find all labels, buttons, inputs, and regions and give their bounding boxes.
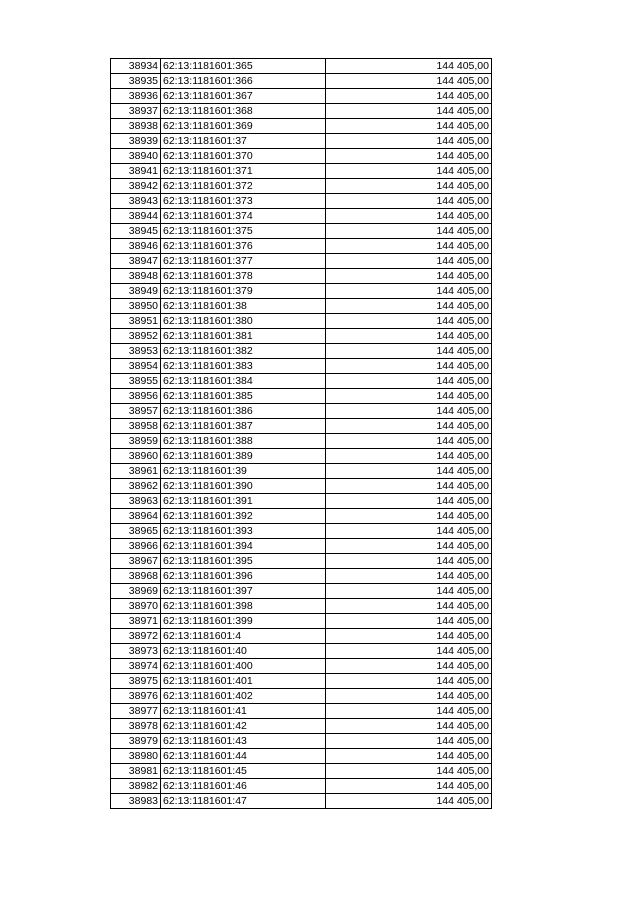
table-row xyxy=(111,119,492,134)
row-number-cell: 38946 xyxy=(111,239,161,254)
row-number-cell: 38934 xyxy=(111,59,161,74)
amount-cell: 144 405,00 xyxy=(326,674,492,689)
cadastral-number-cell: 62:13:1181601:375 xyxy=(161,224,326,239)
cadastral-number-cell: 62:13:1181601:367 xyxy=(161,89,326,104)
cadastral-number-cell: 62:13:1181601:47 xyxy=(161,794,326,809)
table-row xyxy=(111,224,492,239)
table-row xyxy=(111,554,492,569)
row-number-cell: 38936 xyxy=(111,89,161,104)
row-number-cell: 38966 xyxy=(111,539,161,554)
row-number-cell: 38939 xyxy=(111,134,161,149)
cadastral-number-cell: 62:13:1181601:377 xyxy=(161,254,326,269)
amount-cell: 144 405,00 xyxy=(326,629,492,644)
cadastral-number-cell: 62:13:1181601:41 xyxy=(161,704,326,719)
amount-cell: 144 405,00 xyxy=(326,119,492,134)
cadastral-number-cell: 62:13:1181601:44 xyxy=(161,749,326,764)
amount-cell: 144 405,00 xyxy=(326,254,492,269)
row-number-cell: 38971 xyxy=(111,614,161,629)
table-row xyxy=(111,479,492,494)
amount-cell: 144 405,00 xyxy=(326,479,492,494)
table-row xyxy=(111,59,492,74)
amount-cell: 144 405,00 xyxy=(326,329,492,344)
cadastral-number-cell: 62:13:1181601:38 xyxy=(161,299,326,314)
table-row xyxy=(111,269,492,284)
amount-cell: 144 405,00 xyxy=(326,449,492,464)
amount-cell: 144 405,00 xyxy=(326,209,492,224)
row-number-cell: 38970 xyxy=(111,599,161,614)
row-number-cell: 38969 xyxy=(111,584,161,599)
cadastral-number-cell: 62:13:1181601:45 xyxy=(161,764,326,779)
amount-cell: 144 405,00 xyxy=(326,434,492,449)
row-number-cell: 38960 xyxy=(111,449,161,464)
row-number-cell: 38964 xyxy=(111,509,161,524)
amount-cell: 144 405,00 xyxy=(326,779,492,794)
cadastral-number-cell: 62:13:1181601:384 xyxy=(161,374,326,389)
amount-cell: 144 405,00 xyxy=(326,314,492,329)
amount-cell: 144 405,00 xyxy=(326,224,492,239)
cadastral-number-cell: 62:13:1181601:381 xyxy=(161,329,326,344)
table-row xyxy=(111,629,492,644)
amount-cell: 144 405,00 xyxy=(326,539,492,554)
table-row xyxy=(111,329,492,344)
table-row xyxy=(111,209,492,224)
amount-cell: 144 405,00 xyxy=(326,299,492,314)
row-number-cell: 38956 xyxy=(111,389,161,404)
amount-cell: 144 405,00 xyxy=(326,149,492,164)
table-row xyxy=(111,719,492,734)
row-number-cell: 38947 xyxy=(111,254,161,269)
table-row xyxy=(111,464,492,479)
cadastral-number-cell: 62:13:1181601:383 xyxy=(161,359,326,374)
cadastral-number-cell: 62:13:1181601:394 xyxy=(161,539,326,554)
amount-cell: 144 405,00 xyxy=(326,269,492,284)
table-row xyxy=(111,314,492,329)
row-number-cell: 38954 xyxy=(111,359,161,374)
table-row xyxy=(111,389,492,404)
cadastral-number-cell: 62:13:1181601:380 xyxy=(161,314,326,329)
cadastral-number-cell: 62:13:1181601:395 xyxy=(161,554,326,569)
cadastral-number-cell: 62:13:1181601:371 xyxy=(161,164,326,179)
amount-cell: 144 405,00 xyxy=(326,734,492,749)
amount-cell: 144 405,00 xyxy=(326,104,492,119)
row-number-cell: 38944 xyxy=(111,209,161,224)
cadastral-number-cell: 62:13:1181601:398 xyxy=(161,599,326,614)
table-row xyxy=(111,659,492,674)
table-row xyxy=(111,689,492,704)
row-number-cell: 38968 xyxy=(111,569,161,584)
table-row xyxy=(111,509,492,524)
cadastral-number-cell: 62:13:1181601:397 xyxy=(161,584,326,599)
amount-cell: 144 405,00 xyxy=(326,599,492,614)
cadastral-number-cell: 62:13:1181601:393 xyxy=(161,524,326,539)
cadastral-number-cell: 62:13:1181601:368 xyxy=(161,104,326,119)
table-row xyxy=(111,779,492,794)
amount-cell: 144 405,00 xyxy=(326,689,492,704)
amount-cell: 144 405,00 xyxy=(326,704,492,719)
table-row xyxy=(111,374,492,389)
cadastral-number-cell: 62:13:1181601:390 xyxy=(161,479,326,494)
amount-cell: 144 405,00 xyxy=(326,284,492,299)
cadastral-number-cell: 62:13:1181601:379 xyxy=(161,284,326,299)
table-body xyxy=(111,59,492,809)
amount-cell: 144 405,00 xyxy=(326,764,492,779)
table-row xyxy=(111,299,492,314)
row-number-cell: 38953 xyxy=(111,344,161,359)
cadastral-number-cell: 62:13:1181601:387 xyxy=(161,419,326,434)
amount-cell: 144 405,00 xyxy=(326,569,492,584)
table-row xyxy=(111,434,492,449)
cadastral-number-cell: 62:13:1181601:372 xyxy=(161,179,326,194)
row-number-cell: 38937 xyxy=(111,104,161,119)
cadastral-number-cell: 62:13:1181601:396 xyxy=(161,569,326,584)
row-number-cell: 38943 xyxy=(111,194,161,209)
table-row xyxy=(111,584,492,599)
table-row xyxy=(111,764,492,779)
row-number-cell: 38963 xyxy=(111,494,161,509)
table-row xyxy=(111,599,492,614)
amount-cell: 144 405,00 xyxy=(326,794,492,809)
table-row xyxy=(111,359,492,374)
table-row xyxy=(111,524,492,539)
row-number-cell: 38962 xyxy=(111,479,161,494)
cadastral-number-cell: 62:13:1181601:369 xyxy=(161,119,326,134)
row-number-cell: 38965 xyxy=(111,524,161,539)
table-row xyxy=(111,164,492,179)
row-number-cell: 38974 xyxy=(111,659,161,674)
amount-cell: 144 405,00 xyxy=(326,554,492,569)
row-number-cell: 38983 xyxy=(111,794,161,809)
cadastral-number-cell: 62:13:1181601:365 xyxy=(161,59,326,74)
cadastral-number-cell: 62:13:1181601:366 xyxy=(161,74,326,89)
amount-cell: 144 405,00 xyxy=(326,179,492,194)
cadastral-number-cell: 62:13:1181601:400 xyxy=(161,659,326,674)
cadastral-number-cell: 62:13:1181601:382 xyxy=(161,344,326,359)
table-row xyxy=(111,254,492,269)
amount-cell: 144 405,00 xyxy=(326,659,492,674)
row-number-cell: 38948 xyxy=(111,269,161,284)
cadastral-number-cell: 62:13:1181601:373 xyxy=(161,194,326,209)
cadastral-table xyxy=(110,58,492,809)
cadastral-number-cell: 62:13:1181601:385 xyxy=(161,389,326,404)
table-row xyxy=(111,644,492,659)
amount-cell: 144 405,00 xyxy=(326,74,492,89)
amount-cell: 144 405,00 xyxy=(326,644,492,659)
table-row xyxy=(111,134,492,149)
row-number-cell: 38942 xyxy=(111,179,161,194)
amount-cell: 144 405,00 xyxy=(326,389,492,404)
table-row xyxy=(111,749,492,764)
row-number-cell: 38938 xyxy=(111,119,161,134)
table-row xyxy=(111,104,492,119)
row-number-cell: 38945 xyxy=(111,224,161,239)
amount-cell: 144 405,00 xyxy=(326,524,492,539)
amount-cell: 144 405,00 xyxy=(326,359,492,374)
cadastral-number-cell: 62:13:1181601:42 xyxy=(161,719,326,734)
row-number-cell: 38967 xyxy=(111,554,161,569)
table-row xyxy=(111,74,492,89)
row-number-cell: 38949 xyxy=(111,284,161,299)
cadastral-number-cell: 62:13:1181601:39 xyxy=(161,464,326,479)
cadastral-number-cell: 62:13:1181601:37 xyxy=(161,134,326,149)
row-number-cell: 38952 xyxy=(111,329,161,344)
table-row xyxy=(111,449,492,464)
cadastral-number-cell: 62:13:1181601:386 xyxy=(161,404,326,419)
amount-cell: 144 405,00 xyxy=(326,89,492,104)
amount-cell: 144 405,00 xyxy=(326,464,492,479)
row-number-cell: 38940 xyxy=(111,149,161,164)
row-number-cell: 38975 xyxy=(111,674,161,689)
table-row xyxy=(111,614,492,629)
table-row xyxy=(111,179,492,194)
amount-cell: 144 405,00 xyxy=(326,584,492,599)
row-number-cell: 38977 xyxy=(111,704,161,719)
row-number-cell: 38972 xyxy=(111,629,161,644)
cadastral-number-cell: 62:13:1181601:46 xyxy=(161,779,326,794)
amount-cell: 144 405,00 xyxy=(326,494,492,509)
table-row xyxy=(111,734,492,749)
cadastral-number-cell: 62:13:1181601:399 xyxy=(161,614,326,629)
row-number-cell: 38979 xyxy=(111,734,161,749)
row-number-cell: 38961 xyxy=(111,464,161,479)
row-number-cell: 38958 xyxy=(111,419,161,434)
table-row xyxy=(111,539,492,554)
table-row xyxy=(111,149,492,164)
table-row xyxy=(111,494,492,509)
table-row xyxy=(111,89,492,104)
cadastral-number-cell: 62:13:1181601:4 xyxy=(161,629,326,644)
amount-cell: 144 405,00 xyxy=(326,419,492,434)
table-row xyxy=(111,404,492,419)
cadastral-number-cell: 62:13:1181601:402 xyxy=(161,689,326,704)
amount-cell: 144 405,00 xyxy=(326,374,492,389)
row-number-cell: 38950 xyxy=(111,299,161,314)
amount-cell: 144 405,00 xyxy=(326,719,492,734)
row-number-cell: 38941 xyxy=(111,164,161,179)
cadastral-number-cell: 62:13:1181601:376 xyxy=(161,239,326,254)
row-number-cell: 38959 xyxy=(111,434,161,449)
table-row xyxy=(111,239,492,254)
row-number-cell: 38955 xyxy=(111,374,161,389)
table-row xyxy=(111,674,492,689)
row-number-cell: 38982 xyxy=(111,779,161,794)
cadastral-number-cell: 62:13:1181601:370 xyxy=(161,149,326,164)
amount-cell: 144 405,00 xyxy=(326,239,492,254)
cadastral-number-cell: 62:13:1181601:374 xyxy=(161,209,326,224)
row-number-cell: 38935 xyxy=(111,74,161,89)
row-number-cell: 38981 xyxy=(111,764,161,779)
table-row xyxy=(111,794,492,809)
cadastral-number-cell: 62:13:1181601:388 xyxy=(161,434,326,449)
cadastral-number-cell: 62:13:1181601:40 xyxy=(161,644,326,659)
amount-cell: 144 405,00 xyxy=(326,194,492,209)
cadastral-number-cell: 62:13:1181601:391 xyxy=(161,494,326,509)
amount-cell: 144 405,00 xyxy=(326,59,492,74)
table-row xyxy=(111,419,492,434)
amount-cell: 144 405,00 xyxy=(326,164,492,179)
amount-cell: 144 405,00 xyxy=(326,749,492,764)
row-number-cell: 38978 xyxy=(111,719,161,734)
row-number-cell: 38976 xyxy=(111,689,161,704)
row-number-cell: 38957 xyxy=(111,404,161,419)
row-number-cell: 38951 xyxy=(111,314,161,329)
row-number-cell: 38980 xyxy=(111,749,161,764)
amount-cell: 144 405,00 xyxy=(326,614,492,629)
amount-cell: 144 405,00 xyxy=(326,134,492,149)
amount-cell: 144 405,00 xyxy=(326,344,492,359)
table-row xyxy=(111,194,492,209)
row-number-cell: 38973 xyxy=(111,644,161,659)
cadastral-number-cell: 62:13:1181601:43 xyxy=(161,734,326,749)
cadastral-number-cell: 62:13:1181601:401 xyxy=(161,674,326,689)
document-page xyxy=(110,58,492,809)
cadastral-number-cell: 62:13:1181601:392 xyxy=(161,509,326,524)
table-row xyxy=(111,704,492,719)
cadastral-number-cell: 62:13:1181601:389 xyxy=(161,449,326,464)
cadastral-number-cell: 62:13:1181601:378 xyxy=(161,269,326,284)
table-row xyxy=(111,284,492,299)
table-row xyxy=(111,569,492,584)
table-row xyxy=(111,344,492,359)
amount-cell: 144 405,00 xyxy=(326,509,492,524)
amount-cell: 144 405,00 xyxy=(326,404,492,419)
